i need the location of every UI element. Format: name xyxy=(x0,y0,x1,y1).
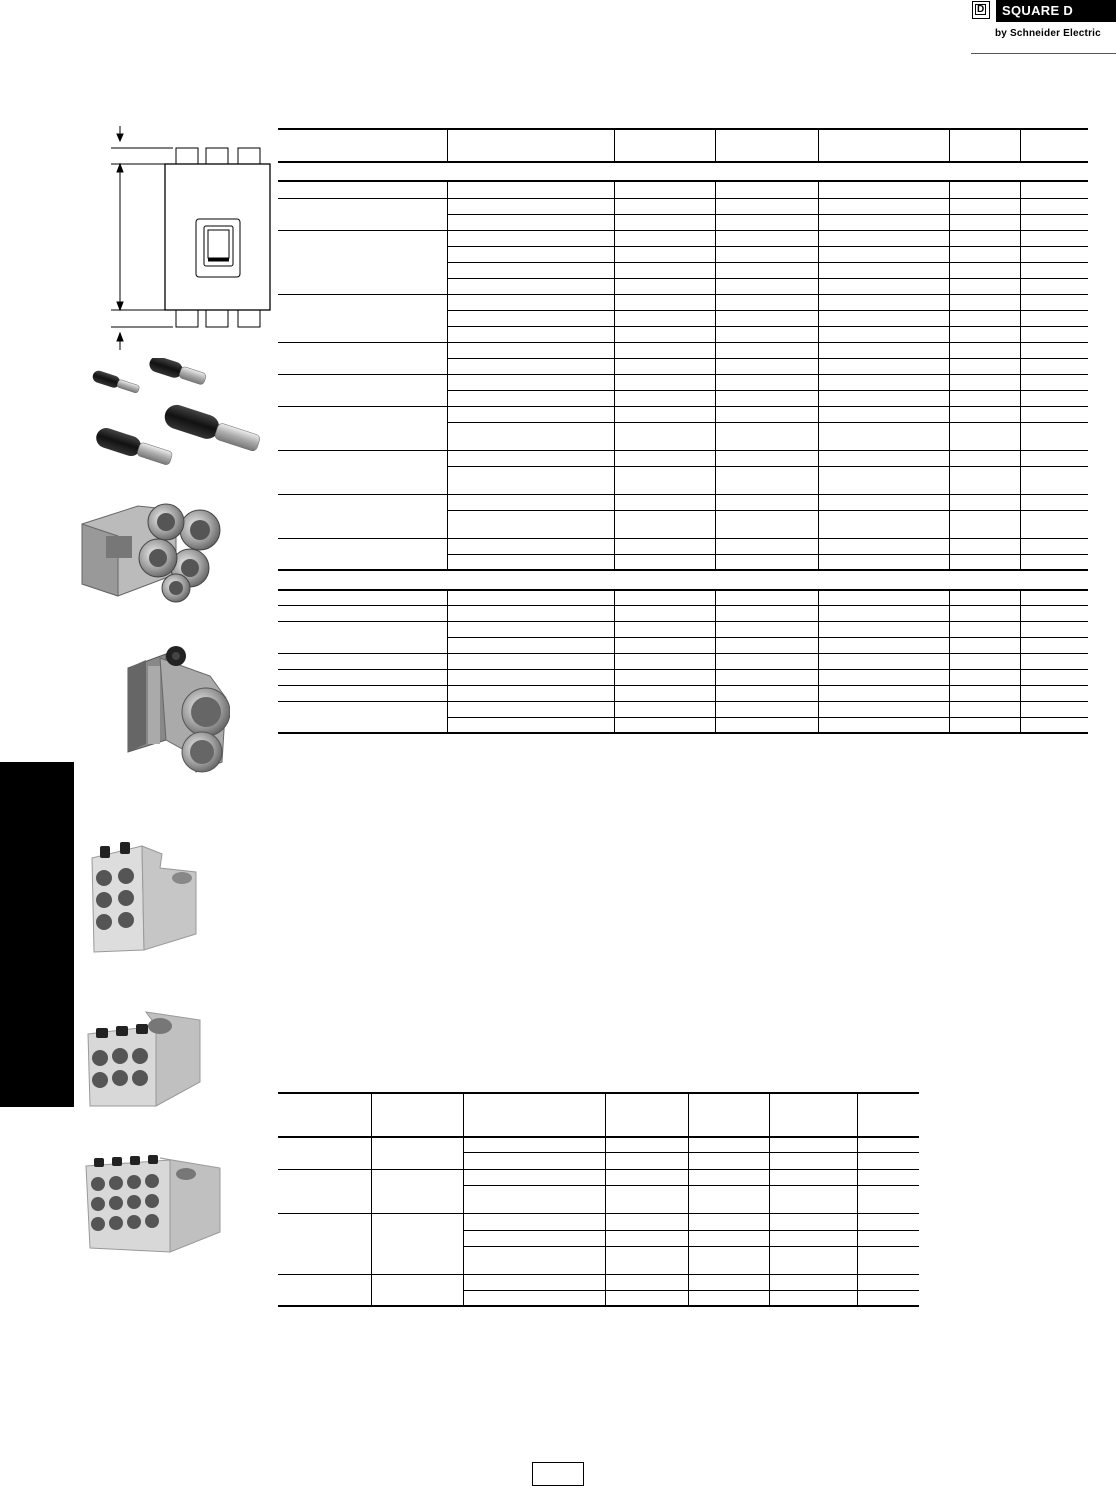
table-rule xyxy=(278,406,1088,407)
table-rule xyxy=(278,669,1088,670)
table-column-rule xyxy=(688,1092,689,1305)
table-rule xyxy=(278,538,1088,539)
table-rule xyxy=(447,466,1088,467)
table-rule xyxy=(278,589,1088,591)
table-rule xyxy=(447,358,1088,359)
table-rule xyxy=(447,326,1088,327)
table-rule xyxy=(278,1213,919,1214)
table-rule xyxy=(278,342,1088,343)
table-column-rule xyxy=(614,180,615,569)
table-rule xyxy=(447,637,1088,638)
table-rule xyxy=(463,1185,919,1186)
page-number-box xyxy=(532,1462,584,1486)
table-rule xyxy=(447,390,1088,391)
table-column-rule xyxy=(1020,128,1021,161)
brand-name: SQUARE D xyxy=(996,0,1116,22)
square-d-logo xyxy=(971,0,1116,56)
square-d-mark-icon: D xyxy=(972,1,990,19)
table-rule xyxy=(278,128,1088,130)
table-rule xyxy=(447,717,1088,718)
table-column-rule xyxy=(818,128,819,161)
table-column-rule xyxy=(1020,180,1021,569)
table-column-rule xyxy=(857,1092,858,1305)
table-column-rule xyxy=(769,1092,770,1305)
table-rule xyxy=(447,510,1088,511)
table-column-rule xyxy=(949,589,950,732)
table-rule xyxy=(278,701,1088,702)
table-column-rule xyxy=(371,1092,372,1305)
table-rule xyxy=(278,198,1088,199)
crimp-connector-photo xyxy=(84,358,276,490)
table-rule xyxy=(278,230,1088,231)
two-barrel-lug-photo xyxy=(126,640,230,774)
table-column-rule xyxy=(949,128,950,161)
table-rule xyxy=(278,1274,919,1275)
lug-kit-table xyxy=(278,1092,919,1308)
table-rule xyxy=(447,278,1088,279)
table-rule xyxy=(278,1092,919,1094)
table-column-rule xyxy=(715,128,716,161)
table-rule xyxy=(278,161,1088,163)
table-column-rule xyxy=(1020,589,1021,732)
table-rule xyxy=(278,621,1088,622)
six-hole-wide-lug-photo xyxy=(86,1008,204,1108)
table-rule xyxy=(463,1230,919,1231)
table-column-rule xyxy=(447,589,448,732)
table-rule xyxy=(278,450,1088,451)
table-column-rule xyxy=(614,589,615,732)
table-column-rule xyxy=(614,128,615,161)
section-tab xyxy=(0,762,74,1107)
table-rule xyxy=(278,294,1088,295)
table-rule xyxy=(447,214,1088,215)
table-column-rule xyxy=(447,128,448,161)
table-rule xyxy=(447,246,1088,247)
table-rule xyxy=(278,1169,919,1170)
table-column-rule xyxy=(715,180,716,569)
table-rule xyxy=(278,569,1088,571)
table-column-rule xyxy=(949,180,950,569)
table-rule xyxy=(278,732,1088,734)
table-rule xyxy=(278,685,1088,686)
table-column-rule xyxy=(818,180,819,569)
table-rule xyxy=(463,1152,919,1153)
table-column-rule xyxy=(463,1092,464,1305)
brand-rule xyxy=(971,53,1116,54)
table-column-rule xyxy=(447,180,448,569)
table-column-rule xyxy=(605,1092,606,1305)
six-hole-lug-photo xyxy=(90,840,198,954)
table-column-rule xyxy=(818,589,819,732)
lug-selection-table xyxy=(278,128,1088,736)
table-rule xyxy=(278,374,1088,375)
table-rule xyxy=(463,1290,919,1291)
table-rule xyxy=(278,653,1088,654)
twelve-hole-lug-photo xyxy=(84,1152,224,1256)
table-rule xyxy=(447,310,1088,311)
table-rule xyxy=(447,262,1088,263)
table-rule xyxy=(447,554,1088,555)
table-rule xyxy=(447,422,1088,423)
table-rule xyxy=(278,1136,919,1138)
table-rule xyxy=(278,1305,919,1307)
breaker-dimension-drawing xyxy=(108,120,278,355)
multi-barrel-lug-photo xyxy=(78,500,224,604)
table-rule xyxy=(278,180,1088,182)
table-rule xyxy=(278,605,1088,606)
brand-byline: by Schneider Electric xyxy=(995,28,1101,39)
table-column-rule xyxy=(715,589,716,732)
table-rule xyxy=(278,494,1088,495)
table-rule xyxy=(463,1246,919,1247)
